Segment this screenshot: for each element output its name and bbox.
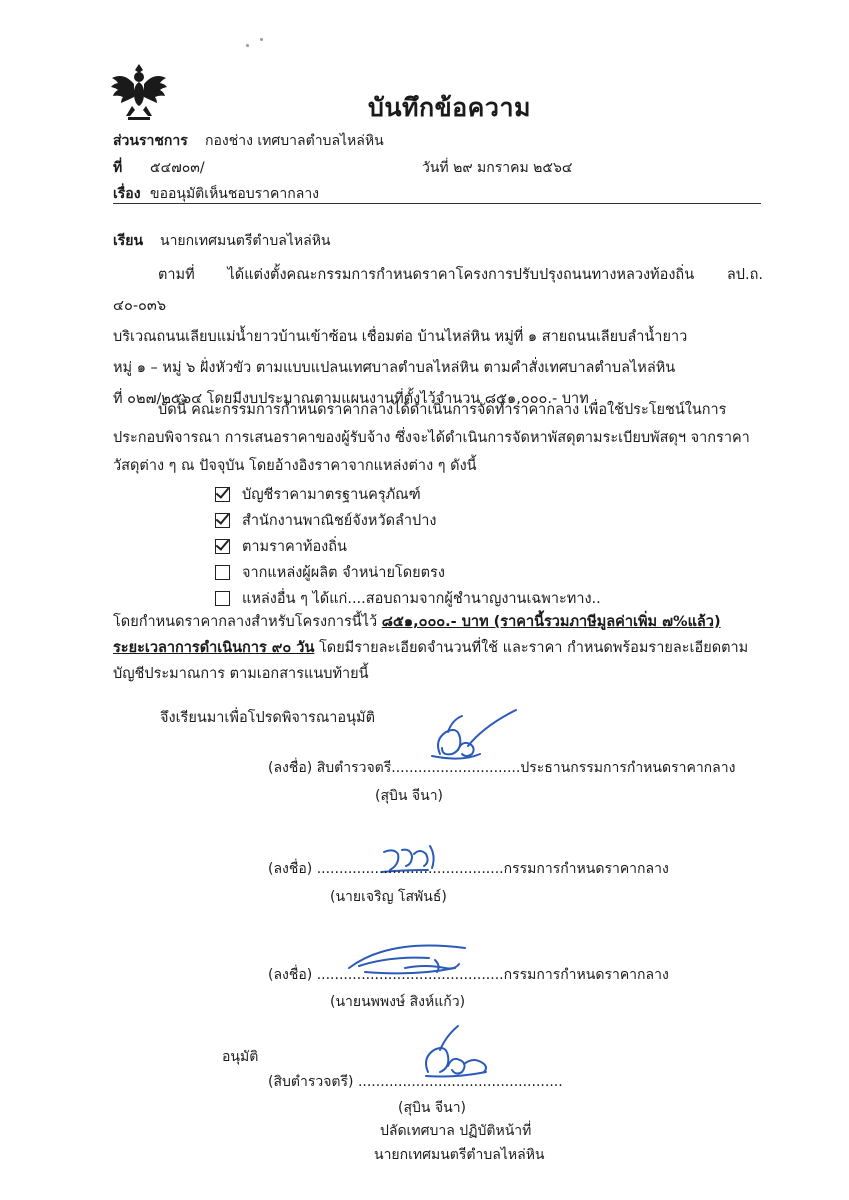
signatory-name: (สุบิน จีนา) xyxy=(375,788,444,804)
approval-sign-line: (สิบตำรวจตรี) .............................................. xyxy=(268,1074,563,1090)
approval-label: อนุมัติ xyxy=(222,1049,259,1065)
scan-speck xyxy=(260,38,263,41)
paragraph-2-line: ประกอบพิจารณา การเสนอราคาของผู้รับจ้าง ซึ่งจะได้ดำเนินการจัดหาพัสดุตามระเบียบพัสดุฯ จากราคา xyxy=(113,430,750,446)
source-label: แหล่งอื่น ๆ ได้แก่....สอบถามจากผู้ชำนาญงานเฉพาะทาง.. xyxy=(242,591,601,607)
doc-number-label: ที่ xyxy=(113,160,123,176)
duration-value: ระยะเวลาการดำเนินการ ๙๐ วัน xyxy=(113,640,315,656)
checkbox-checked-icon[interactable] xyxy=(215,487,230,502)
header-divider xyxy=(113,203,761,204)
to-label: เรียน xyxy=(113,233,144,249)
scan-speck xyxy=(246,44,249,47)
source-label: ตามราคาท้องถิ่น xyxy=(242,539,347,555)
dept-value: กองช่าง เทศบาลตำบลไหล่หิน xyxy=(205,133,384,149)
approver-position: ปลัดเทศบาล ปฏิบัติหน้าที่ xyxy=(380,1123,532,1139)
memo-title: บันทึกข้อความ xyxy=(368,93,531,122)
source-label: บัญชีราคามาตรฐานครุภัณฑ์ xyxy=(242,487,421,503)
checkbox-empty-icon[interactable] xyxy=(215,591,230,606)
checkbox-checked-icon[interactable] xyxy=(215,539,230,554)
duration-line xyxy=(113,636,748,659)
source-checkbox-row[interactable] xyxy=(215,509,436,532)
duration-suffix: โดยมีรายละเอียดจำนวนที่ใช้ และราคา กำหนดพร้อมรายละเอียดตาม xyxy=(314,640,749,656)
to-value: นายกเทศมนตรีตำบลไหล่หิน xyxy=(160,233,331,249)
doc-date: วันที่ ๒๙ มกราคม ๒๕๖๔ xyxy=(422,160,573,176)
signature-line: (ลงชื่อ) สิบตำรวจตรี.............................ประธานกรรมการกำหนดราคากลาง xyxy=(268,760,736,776)
checkbox-empty-icon[interactable] xyxy=(215,565,230,580)
approver-position: นายกเทศมนตรีตำบลไหล่หิน xyxy=(374,1147,545,1163)
signature-line: (ลงชื่อ) ..........................................กรรมการกำหนดราคากลาง xyxy=(268,861,669,877)
paragraph-1-line: ตามที่ ได้แต่งตั้งคณะกรรมการกำหนดราคาโครงการปรับปรุงถนนทางหลวงท้องถิ่น ลป.ถ. ๔๐-๐๓๖ xyxy=(113,267,763,314)
garuda-emblem-icon xyxy=(108,60,170,122)
source-label: สำนักงานพาณิชย์จังหวัดลำปาง xyxy=(242,513,437,529)
price-value: ๘๕๑,๐๐๐.- บาท (ราคานี้รวมภาษีมูลค่าเพิ่ม ๗%แล้ว) xyxy=(381,614,721,630)
price-prefix: โดยกำหนดราคากลางสำหรับโครงการนี้ไว้ xyxy=(113,614,382,630)
source-label: จากแหล่งผู้ผลิต จำหน่ายโดยตรง xyxy=(242,565,445,581)
checkbox-checked-icon[interactable] xyxy=(215,513,230,528)
doc-number-value: ๕๔๗๐๓/ xyxy=(150,160,205,176)
dept-label: ส่วนราชการ xyxy=(113,133,188,149)
price-line xyxy=(113,610,721,633)
paragraph-2-line: วัสดุต่าง ๆ ณ ปัจจุบัน โดยอ้างอิงราคาจากแหล่งต่าง ๆ ดังนี้ xyxy=(113,458,477,474)
subject-value: ขออนุมัติเห็นชอบราคากลาง xyxy=(150,186,320,202)
paragraph-1-line: บริเวณถนนเลียบแม่น้ำยาวบ้านเข้าซ้อน เชื่อมต่อ บ้านไหล่หิน หมู่ที่ ๑ สายถนนเลียบลำน้ำยาว xyxy=(113,329,688,345)
source-checkbox-row[interactable] xyxy=(215,535,347,558)
signatory-name: (นายเจริญ โสพันธ์) xyxy=(330,889,447,905)
paragraph-1-line: ที่ ๐๒๗/๒๕๖๔ โดยมีงบประมาณตามแผนงานที่ตั้งไว้จำนวน ๘๕๑,๐๐๐.- บาท xyxy=(113,391,589,407)
paragraph-1 xyxy=(113,260,763,415)
source-checkbox-row[interactable] xyxy=(215,587,601,610)
subject-label: เรื่อง xyxy=(113,186,141,202)
paragraph-2-line: บัดนี้ คณะกรรมการกำหนดราคากลางได้ดำเนินการจัดทำราคากลาง เพื่อใช้ประโยชน์ในการ xyxy=(158,402,727,418)
paragraph-2 xyxy=(113,396,763,480)
signatory-name: (นายนพพงษ์ สิงห์แก้ว) xyxy=(330,994,466,1010)
source-checkbox-row[interactable] xyxy=(215,483,421,506)
paragraph-1-line: หมู่ ๑ – หมู่ ๖ ฝั่งหัวขัว ตามแบบแปลนเทศบาลตำบลไหล่หิน ตามคำสั่งเทศบาลตำบลไหล่หิน xyxy=(113,360,676,376)
attachment-line: บัญชีประมาณการ ตามเอกสารแนบท้ายนี้ xyxy=(113,666,369,682)
signature-line: (ลงชื่อ) ..........................................กรรมการกำหนดราคากลาง xyxy=(268,967,669,983)
approver-name: (สุบิน จีนา) xyxy=(398,1100,467,1116)
source-checkbox-row[interactable] xyxy=(215,561,445,584)
closing-text: จึงเรียนมาเพื่อโปรดพิจารณาอนุมัติ xyxy=(160,710,376,726)
